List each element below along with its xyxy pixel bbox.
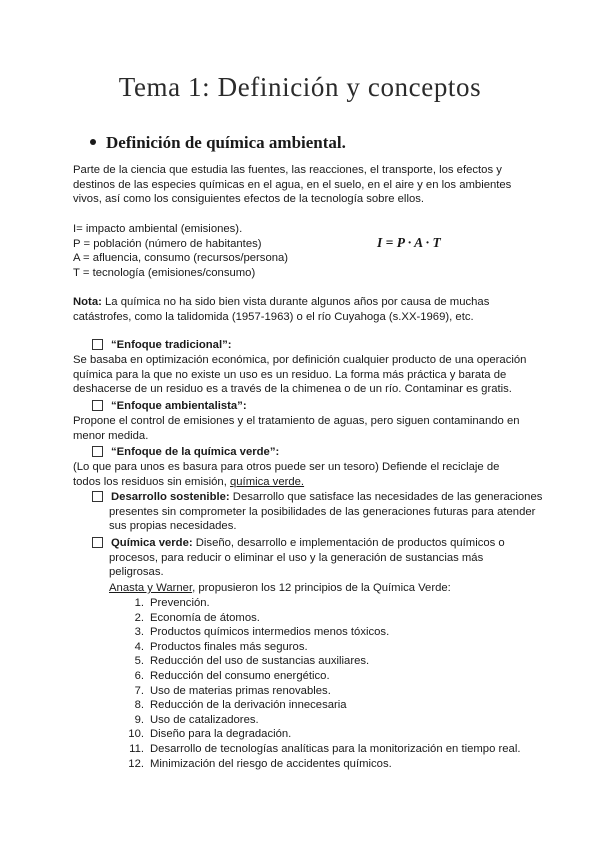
checkbox-sostenible[interactable] [92,491,103,502]
list-item: 11. Desarrollo de tecnologías analíticas para la monitorización en tiempo real. [129,742,521,755]
checkbox-quimica-verde[interactable] [92,537,103,548]
list-item: 5. Reducción del uso de sustancias auxiliares. [134,655,370,668]
checkbox-tradicional[interactable] [92,339,103,350]
list-item: 6. Reducción del consumo energético. [134,669,330,682]
tradicional-text: Se basaba en optimización económica, por definición cualquier producto de una operación química para la que no existe un uso es un residuo. La forma más práctica y barata de deshacerse de un residuo es a través de la chimenea o de un río. Contaminar es gratis. [73,354,527,395]
heading-ambientalista: “Enfoque ambientalista”: [111,400,247,412]
list-item: 3. Productos químicos intermedios menos tóxicos. [134,626,390,639]
nota-paragraph [73,295,528,324]
list-item: 1. Prevención. [134,597,210,609]
list-item: 10. Diseño para la degradación. [128,728,292,741]
page-title: Tema 1: Definición y conceptos [118,72,482,102]
verde-text [73,460,528,489]
list-item: 2. Economía de átomos. [134,611,260,624]
quimica-verde-label: Química verde: [111,537,193,549]
variables-list [73,222,373,280]
sostenible-label: Desarrollo sostenible: [111,491,230,503]
bullet-icon [90,139,96,145]
checklist-item-tradicional [92,338,232,353]
list-item: 9. Uso de catalizadores. [134,713,259,726]
authors-link[interactable]: Anasta y Warner [109,582,193,594]
variable-p: P = población (número de habitantes) [73,237,262,250]
list-item: 8. Reducción de la derivación innecesaria [134,699,347,712]
principles-list [124,596,521,771]
ambientalista-text: Propone el control de emisiones y el tratamiento de aguas, pero siguen contaminando en menor medida. [73,415,520,442]
quimica-verde-link[interactable]: química verde. [229,475,305,488]
checkbox-verde[interactable] [92,446,103,457]
checklist-item-quimica-verde [92,536,529,580]
heading-tradicional: “Enfoque tradicional”: [111,339,232,351]
checkbox-ambientalista[interactable] [92,400,103,411]
authors-text: , propusieron los 12 principios de la Química Verde: [192,582,451,594]
variable-t: T = tecnología (emisiones/consumo) [73,266,256,279]
quimica-verde-text: Diseño, desarrollo e implementación de productos químicos o procesos, para reducir o eliminar el uso y la generación de sustancias más peligrosas. [109,537,505,578]
checklist-item-ambientalista [92,399,247,414]
verde-text-before: (Lo que para unos es basura para otros puede ser un tesoro) Defiende el reciclaje de todos los residuos sin emisión, [73,461,500,488]
heading-verde: “Enfoque de la química verde”: [111,446,280,458]
definition-paragraph: Parte de la ciencia que estudia las fuentes, las reacciones, el transporte, los efectos y destinos de las especies químicas en el agua, en el suelo, en el aire y en los ambientes vivos, así como los consiguientes efectos de la tecnología sobre ellos. [73,164,512,205]
ipat-formula: I = P · A · T [377,235,441,250]
section-heading-text: Definición de química ambiental. [106,133,346,152]
list-item: 7. Uso de materias primas renovables. [134,684,331,697]
list-item: 12. Minimización del riesgo de accidentes químicos. [128,757,392,770]
nota-text: La química no ha sido bien vista durante algunos años por causa de muchas catástrofes, como la talidomida (1957-1963) o el río Cuyahoga (s.XX-1969), etc. [73,296,490,323]
sostenible-text: Desarrollo que satisface las necesidades de las generaciones presentes sin comprometer la posibilidades de las generaciones futuras para atender sus propias necesidades. [109,491,543,532]
list-item: 4. Productos finales más seguros. [134,640,308,653]
authors-line [109,581,539,596]
variable-a: A = afluencia, consumo (recursos/persona) [73,252,289,264]
variable-i: I= impacto ambiental (emisiones). [73,223,243,235]
checklist-item-sostenible [92,490,545,534]
nota-label: Nota: [73,296,102,308]
section-heading [90,133,346,153]
checklist-item-verde [92,445,279,460]
